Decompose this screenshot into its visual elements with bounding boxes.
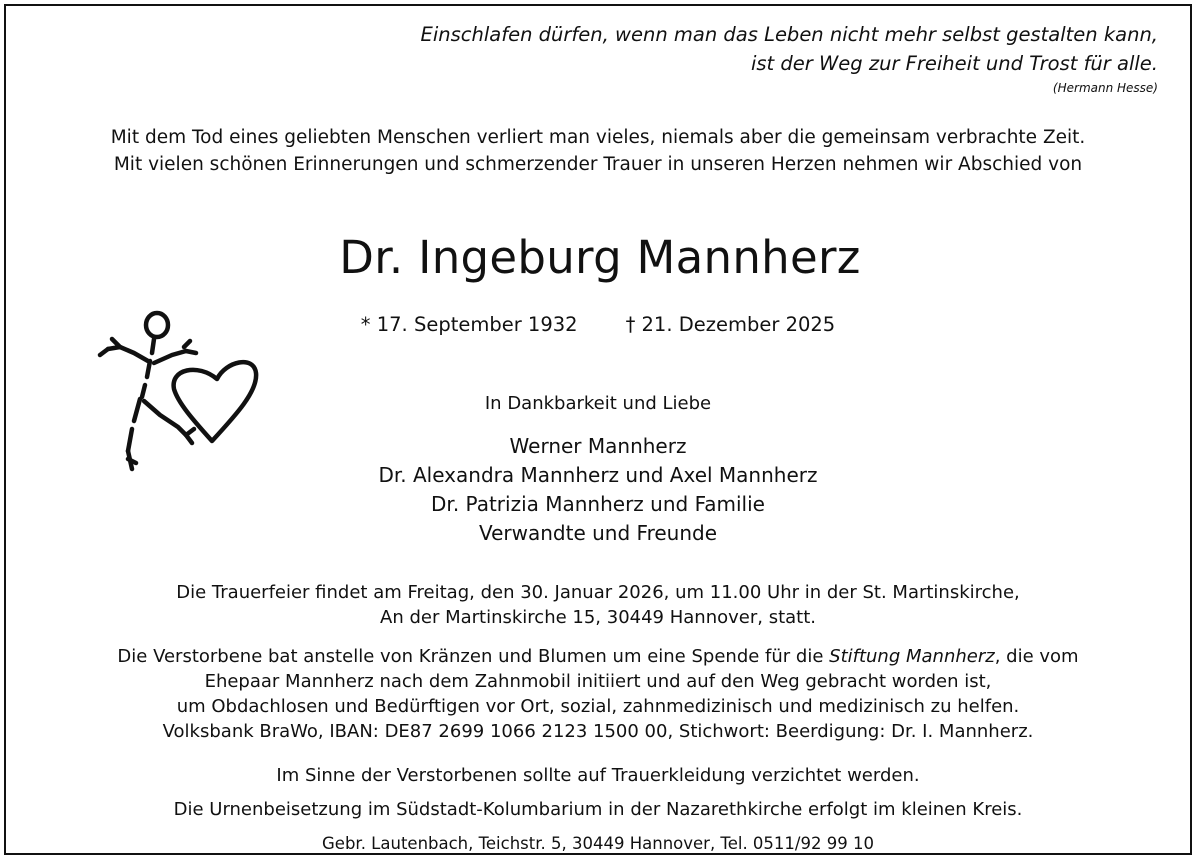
hesse-quote [421, 20, 1158, 98]
mourner-name: Dr. Alexandra Mannherz und Axel Mannherz [378, 463, 818, 487]
foundation-name: Stiftung Mannherz [829, 646, 995, 667]
thanks-line: In Dankbarkeit und Liebe [484, 393, 712, 414]
ceremony-info [6, 580, 1190, 630]
donation-line-1 [6, 644, 1190, 669]
ceremony-line-2: An der Martinskirche 15, 30449 Hannover, statt. [380, 607, 816, 628]
birth-date: * 17. September 1932 [360, 313, 578, 336]
urn-burial-note: Die Urnenbeisetzung im Südstadt-Kolumbarium in der Nazarethkirche erfolgt im kleinen Kreis. [173, 799, 1023, 820]
bank-details: Volksbank BraWo, IBAN: DE87 2699 1066 2123 1500 00, Stichwort: Beerdigung: Dr. I. Mannherz. [162, 721, 1034, 742]
intro-line-2: Mit vielen schönen Erinnerungen und schmerzender Trauer in unseren Herzen nehmen wir Abschied von [113, 154, 1083, 175]
death-date: † 21. Dezember 2025 [625, 313, 836, 336]
intro-text [6, 124, 1190, 178]
intro-line-1: Mit dem Tod eines geliebten Menschen verliert man vieles, niemals aber die gemeinsam verbrachte Zeit. [110, 127, 1086, 148]
deceased-name: Dr. Ingeburg Mannherz [339, 231, 861, 284]
quote-line-1: Einschlafen dürfen, wenn man das Leben nicht mehr selbst gestalten kann, [420, 23, 1158, 46]
mourner-name: Verwandte und Freunde [478, 521, 718, 545]
donation-line-1-end: , die vom [994, 646, 1079, 667]
clothing-note: Im Sinne der Verstorbenen sollte auf Trauerkleidung verzichtet werden. [276, 765, 920, 786]
donation-info [6, 644, 1190, 744]
ceremony-line-1: Die Trauerfeier findet am Freitag, den 30. Januar 2026, um 11.00 Uhr in der St. Martinskirche, [176, 582, 1020, 603]
quote-line-2: ist der Weg zur Freiheit und Trost für alle. [750, 52, 1158, 75]
mourners-list [6, 432, 1190, 548]
mourner-name: Werner Mannherz [509, 434, 687, 458]
donation-line-1-text: Die Verstorbene bat anstelle von Kränzen und Blumen um eine Spende für die [117, 646, 830, 667]
obituary-notice [4, 4, 1192, 855]
donation-line-3: um Obdachlosen und Bedürftigen vor Ort, sozial, zahnmedizinisch und medizinisch zu helfen. [176, 696, 1020, 717]
quote-author: (Hermann Hesse) [1052, 81, 1158, 95]
mourner-name: Dr. Patrizia Mannherz und Familie [431, 492, 765, 516]
undertaker-info: Gebr. Lautenbach, Teichstr. 5, 30449 Hannover, Tel. 0511/92 99 10 [322, 834, 874, 853]
donation-line-2: Ehepaar Mannherz nach dem Zahnmobil initiiert und auf den Weg gebracht worden ist, [204, 671, 992, 692]
